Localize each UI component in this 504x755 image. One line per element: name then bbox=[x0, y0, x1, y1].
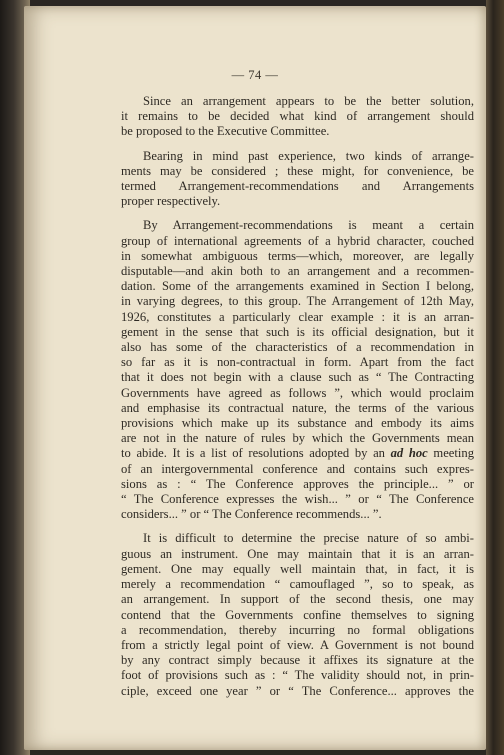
text-line: foot of provisions such as : “ The validity should not, in prin- bbox=[121, 668, 474, 683]
text-line: also has some of the characteristics of a recommendation in bbox=[121, 340, 474, 355]
paragraph-2 bbox=[121, 149, 474, 210]
text-line: so far as it is non-contractual in form. Apart from the fact bbox=[121, 355, 474, 370]
text-line: “ The Conference expresses the wish... ” or “ The Conference bbox=[121, 492, 474, 507]
text-line: sions as : “ The Conference approves the principle... ” or bbox=[121, 476, 474, 491]
text-line: from a strictly legal point of view. A Government is not bound bbox=[121, 637, 474, 652]
text-line: termed Arrangement-recommendations and Arrangements bbox=[121, 179, 474, 194]
text-line: contend that the Governments confine themselves to signing bbox=[121, 607, 474, 622]
text-line: in somewhat ambiguous terms—which, moreover, are legally bbox=[121, 248, 474, 263]
text-line: be proposed to the Executive Committee. bbox=[121, 124, 330, 139]
paragraph-1 bbox=[121, 94, 474, 140]
italic-phrase: ad hoc bbox=[390, 446, 428, 461]
text-line: that it does not begin with a clause such as “ The Contracting bbox=[121, 370, 474, 385]
text-fragment: meeting bbox=[427, 446, 474, 461]
text-line: 1926, constitutes a particularly clear example : it is an arran- bbox=[121, 309, 474, 324]
text-line: disputable—and akin both to an arrangement and a recommen- bbox=[121, 264, 474, 279]
page-number: — 74 — bbox=[231, 68, 279, 82]
text-line: dation. Some of the arrangements examined in Section I belong, bbox=[121, 279, 474, 294]
text-line: it remains to be decided what kind of arrangement should bbox=[121, 109, 474, 124]
text-line: gement in the sense that such is its official designation, but it bbox=[121, 324, 474, 339]
text-line: of an intergovernmental conference and contains such expres- bbox=[121, 461, 474, 476]
text-line: an arrangement. In support of the second thesis, one may bbox=[121, 592, 474, 607]
text-line: by any contract simply because it affixes its signature at the bbox=[121, 653, 474, 668]
text-line: group of international agreements of a hybrid character, couched bbox=[121, 233, 474, 248]
text-line: Since an arrangement appears to be the better solution, bbox=[143, 94, 474, 108]
text-line-with-italic bbox=[121, 446, 474, 461]
text-line: considers... ” or “ The Conference recommends... ”. bbox=[121, 507, 382, 522]
paragraph-3 bbox=[121, 218, 474, 522]
text-fragment: to abide. It is a list of resolutions adopted by an bbox=[121, 446, 391, 461]
text-line: It is difficult to determine the precise nature of so ambi- bbox=[143, 531, 474, 546]
text-line: gement. One may equally well maintain that, in fact, it is bbox=[121, 561, 474, 576]
text-line: and emphasise its contractual nature, the terms of the various bbox=[121, 400, 474, 415]
book-page bbox=[24, 6, 486, 750]
text-line: are not in the nature of rules by which the Governments mean bbox=[121, 431, 474, 446]
text-line: merely a recommendation “ camouflaged ”, so to speak, as bbox=[121, 577, 474, 592]
text-line: Bearing in mind past experience, two kinds of arrange- bbox=[143, 148, 474, 163]
text-line: ments may be considered ; these might, for convenience, be bbox=[121, 163, 474, 178]
text-line: ciple, exceed one year ” or “ The Conference... approves the bbox=[121, 683, 474, 698]
text-line: By Arrangement-recommendations is meant a certain bbox=[143, 218, 474, 233]
paragraph-4 bbox=[121, 531, 474, 698]
body-text bbox=[121, 94, 474, 699]
scan-right-edge bbox=[486, 0, 504, 755]
text-line: guous an instrument. One may maintain that it is an arran- bbox=[121, 546, 474, 561]
text-line: proper respectively. bbox=[121, 194, 221, 209]
text-line: Governments have agreed as follows ”, which would proclaim bbox=[121, 385, 474, 400]
text-line: in varying degrees, to this group. The Arrangement of 12th May, bbox=[121, 294, 474, 309]
text-line: provisions which make up its substance and embody its aims bbox=[121, 416, 474, 431]
text-line: a recommendation, thereby incurring no formal obligations bbox=[121, 622, 474, 637]
